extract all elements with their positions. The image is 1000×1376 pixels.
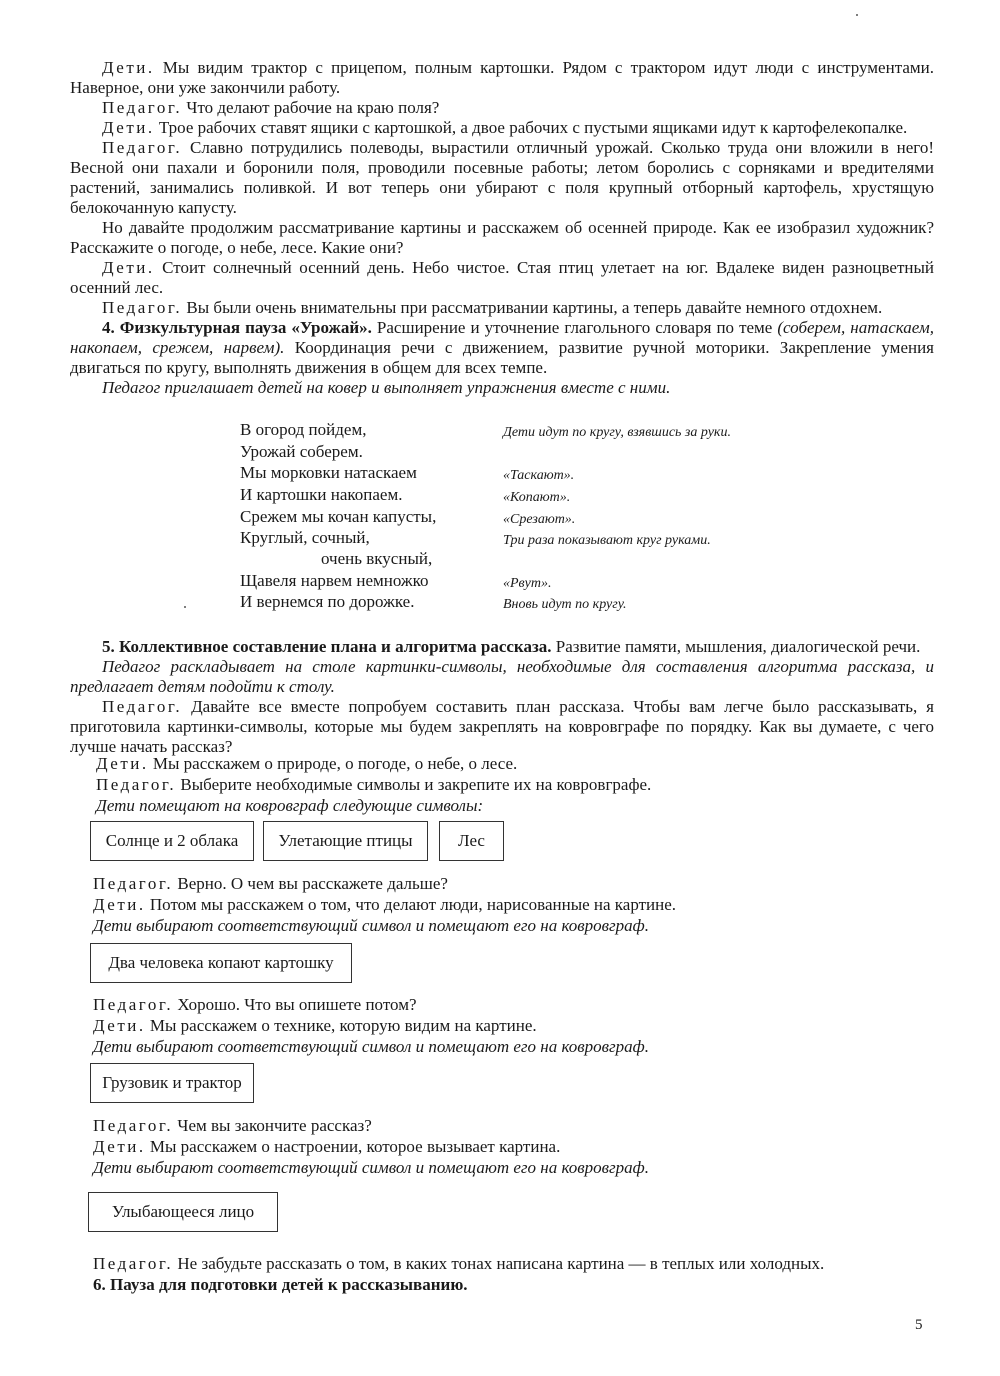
symbol-card: Солнце и 2 облака (90, 821, 254, 861)
section-5-paragraph (70, 637, 934, 657)
dialogue-line (93, 995, 417, 1015)
poem-action: «Рвут». (503, 576, 552, 591)
speaker-label: Дети. (96, 754, 149, 773)
paragraph-text: Расширение и уточнение глагольного словаря по теме (371, 318, 778, 337)
section-heading: 5. Коллективное составление плана и алгоритма рассказа. (102, 637, 552, 656)
speaker-label: Педагог. (102, 298, 183, 317)
section-heading: 4. Физкультурная пауза «Урожай». (102, 318, 372, 337)
paragraph-text: Координация речи с движением, развитие ручной моторики. Закрепление умения двигаться по кругу, выполнять движения в общем для всех темпе. (70, 338, 934, 377)
speaker-label: Педагог. (93, 995, 174, 1014)
poem-action: «Срезают». (503, 512, 576, 527)
paragraph-text: Не забудьте рассказать о том, в каких тонах написана картина — в теплых или холодных. (173, 1254, 825, 1273)
poem-line: Срежем мы кочан капусты, (240, 507, 437, 526)
speaker-label: Дети. (102, 58, 155, 77)
speaker-label: Дети. (93, 1137, 146, 1156)
speaker-label: Дети. (102, 118, 155, 137)
symbol-card: Улетающие птицы (263, 821, 428, 861)
dialogue-line (93, 1137, 560, 1157)
symbol-card: Улыбающееся лицо (88, 1192, 278, 1232)
paragraph-text: Что делают рабочие на краю поля? (182, 98, 440, 117)
poem-line: Мы морковки натаскаем (240, 463, 417, 482)
paragraph-teacher-1 (70, 98, 934, 118)
dialogue-line (93, 895, 676, 915)
paragraph-teacher-4 (70, 298, 934, 318)
paragraph-text: Трое рабочих ставят ящики с картошкой, а двое рабочих с пустыми ящиками идут к картофелекопалке. (154, 118, 908, 137)
scan-speck (856, 14, 858, 16)
speaker-label: Педагог. (102, 138, 183, 157)
poem-action: Дети идут по кругу, взявшись за руки. (503, 425, 731, 440)
symbol-card: Два человека копают картошку (90, 943, 352, 983)
poem-action: «Таскают». (503, 468, 575, 483)
paragraph-text: Выберите необходимые символы и закрепите их на ковровграфе. (176, 775, 652, 794)
paragraph-text: Чем вы закончите рассказ? (173, 1116, 372, 1135)
paragraph-text: Мы расскажем о природе, о погоде, о небе, о лесе. (148, 754, 518, 773)
poem-action: Вновь идут по кругу. (503, 597, 627, 612)
paragraph-children-3 (70, 258, 934, 298)
poem-line: Щавеля нарвем немножко (240, 571, 429, 590)
speaker-label: Педагог. (102, 98, 183, 117)
speaker-label: Дети. (93, 895, 146, 914)
speaker-label: Дети. (102, 258, 155, 277)
speaker-label: Педагог. (102, 697, 183, 716)
poem-line: Круглый, сочный, (240, 528, 370, 547)
dialogue-line (93, 1016, 537, 1036)
poem-line: И картошки накопаем. (240, 485, 403, 504)
dialogue-block-top (70, 58, 934, 398)
page-number: 5 (915, 1317, 923, 1333)
poem-action: «Копают». (503, 490, 571, 505)
poem-line: И вернемся по дорожке. (240, 592, 415, 611)
stage-direction: Дети помещают на ковровграф следующие символы: (96, 796, 484, 815)
paragraph-text: Мы видим трактор с прицепом, полным картошки. Рядом с трактором идут люди с инструментами. Наверное, они уже закончили работу. (70, 58, 934, 97)
section-5-block (70, 637, 934, 757)
stage-direction: Дети выбирают соответствующий символ и помещают его на ковровграф. (93, 1158, 649, 1177)
poem-line: В огород пойдем, (240, 420, 367, 439)
symbol-card: Лес (439, 821, 504, 861)
symbol-card: Грузовик и трактор (90, 1063, 254, 1103)
paragraph-text: Мы расскажем о настроении, которое вызывает картина. (145, 1137, 561, 1156)
speaker-label: Педагог. (93, 1116, 174, 1135)
dialogue-line (93, 1116, 372, 1136)
stage-direction: Дети выбирают соответствующий символ и помещают его на ковровграф. (93, 1037, 649, 1056)
paragraph-italic-text: (соберем, натаскаем, накопаем, срежем, нарвем). (70, 318, 935, 357)
dialogue-line (96, 754, 517, 774)
paragraph-text: Славно потрудились полеводы, вырастили отличный урожай. Сколько труда они вложили в него! Весной они пахали и боронили поля, проводили посевные работы; летом боролись с сорняками и вредителями растений, занимались поливкой. И вот теперь они убирают с поля крупный отборный картофель, хрустящую белокочанную капусту. (70, 138, 934, 217)
paragraph-children-2 (70, 118, 934, 138)
dialogue-line (93, 1254, 824, 1274)
dialogue-line (93, 874, 448, 894)
paragraph-text: Стоит солнечный осенний день. Небо чистое. Стая птиц улетает на юг. Вдалеке виден разноцветный осенний лес. (70, 258, 934, 297)
poem-line: Урожай соберем. (240, 442, 363, 461)
paragraph-text: Развитие памяти, мышления, диалогической речи. (551, 637, 921, 656)
section-4-paragraph (70, 318, 934, 378)
speaker-label: Педагог. (96, 775, 177, 794)
dialogue-line (96, 775, 651, 795)
paragraph-teacher-3: Но давайте продолжим рассматривание картины и расскажем об осенней природе. Как ее изобразил художник? Расскажите о погоде, о небе, лесе. Какие они? (70, 218, 934, 257)
section-heading: 6. Пауза для подготовки детей к рассказыванию. (93, 1275, 468, 1294)
speaker-label: Педагог. (93, 874, 174, 893)
poem-line: очень вкусный, (321, 549, 433, 568)
paragraph-children-1 (70, 58, 934, 98)
paragraph-text: Потом мы расскажем о том, что делают люди, нарисованные на картине. (145, 895, 677, 914)
stage-direction: Педагог приглашает детей на ковер и выполняет упражнения вместе с ними. (102, 378, 671, 397)
poem-action: Три раза показывают круг руками. (503, 533, 711, 548)
paragraph-text: Вы были очень внимательны при рассматривании картины, а теперь давайте немного отдохнем. (182, 298, 883, 317)
paragraph-text: Верно. О чем вы расскажете дальше? (173, 874, 448, 893)
paragraph-teacher-5 (70, 697, 934, 757)
speaker-label: Дети. (93, 1016, 146, 1035)
scan-speck (184, 606, 186, 608)
paragraph-text: Давайте все вместе попробуем составить план рассказа. Чтобы вам легче было рассказывать, я приготовила картинки-символы, которые мы будем закреплять на ковровграфе по порядку. Как вы думаете, с чего лучше начать рассказ? (70, 697, 934, 756)
stage-direction: Педагог раскладывает на столе картинки-символы, необходимые для составления алгоритма рассказа, и предлагает детям подойти к столу. (70, 657, 934, 696)
speaker-label: Педагог. (93, 1254, 174, 1273)
paragraph-teacher-2 (70, 138, 934, 218)
paragraph-text: Мы расскажем о технике, которую видим на картине. (145, 1016, 537, 1035)
paragraph-text: Хорошо. Что вы опишете потом? (173, 995, 417, 1014)
stage-direction: Дети выбирают соответствующий символ и помещают его на ковровграф. (93, 916, 649, 935)
